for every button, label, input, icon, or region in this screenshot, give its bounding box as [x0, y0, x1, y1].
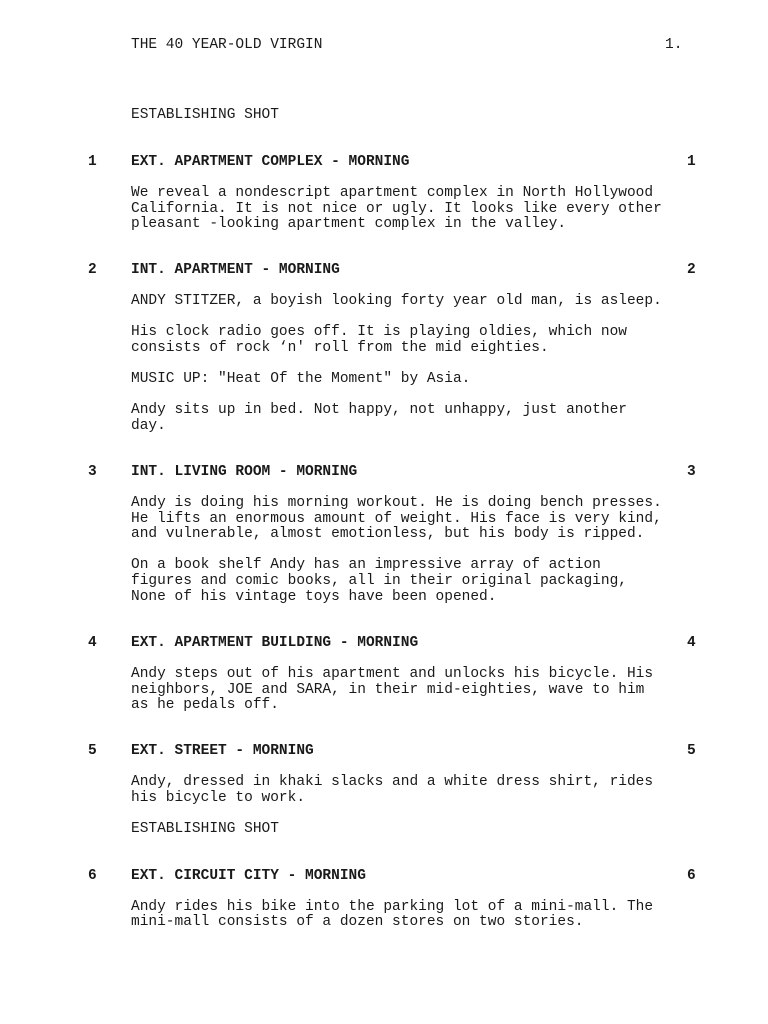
scene-heading: INT. APARTMENT - MORNING [131, 262, 340, 278]
scene-heading: INT. LIVING ROOM - MORNING [131, 464, 358, 480]
action-line: his bicycle to work. [131, 790, 306, 806]
action-line: Andy, dressed in khaki slacks and a white dress shirt, rides [131, 774, 654, 790]
script-title: THE 40 YEAR-OLD VIRGIN [131, 37, 323, 53]
scene-number-left: 1 [88, 154, 97, 170]
action-line: His clock radio goes off. It is playing oldies, which now [131, 324, 627, 340]
scene-number-left: 6 [88, 868, 97, 884]
action-line: On a book shelf Andy has an impressive array of action [131, 557, 601, 573]
action-line: day. [131, 418, 166, 434]
action-line: and vulnerable, almost emotionless, but his body is ripped. [131, 526, 645, 542]
transition-establishing-shot: ESTABLISHING SHOT [131, 821, 279, 837]
action-line: Andy is doing his morning workout. He is doing bench presses. [131, 495, 662, 511]
scene-number-right: 2 [687, 262, 696, 278]
action-line: mini-mall consists of a dozen stores on two stories. [131, 914, 584, 930]
scene-number-right: 6 [687, 868, 696, 884]
action-line: MUSIC UP: "Heat Of the Moment" by Asia. [131, 371, 471, 387]
action-line: pleasant -looking apartment complex in the valley. [131, 216, 567, 232]
action-line: neighbors, JOE and SARA, in their mid-eighties, wave to him [131, 682, 645, 698]
scene-number-right: 3 [687, 464, 696, 480]
scene-heading: EXT. STREET - MORNING [131, 743, 314, 759]
scene-number-left: 2 [88, 262, 97, 278]
scene-number-right: 5 [687, 743, 696, 759]
action-line: We reveal a nondescript apartment complex in North Hollywood [131, 185, 654, 201]
action-line: Andy rides his bike into the parking lot of a mini-mall. The [131, 899, 654, 915]
action-line: Andy steps out of his apartment and unlocks his bicycle. His [131, 666, 654, 682]
scene-heading: EXT. APARTMENT COMPLEX - MORNING [131, 154, 410, 170]
scene-number-left: 4 [88, 635, 97, 651]
action-line: ANDY STITZER, a boyish looking forty year old man, is asleep. [131, 293, 662, 309]
scene-number-right: 4 [687, 635, 696, 651]
action-line: figures and comic books, all in their original packaging, [131, 573, 627, 589]
action-line: He lifts an enormous amount of weight. His face is very kind, [131, 511, 662, 527]
page-number: 1. [665, 37, 683, 53]
scene-number-left: 3 [88, 464, 97, 480]
action-line: as he pedals off. [131, 697, 279, 713]
action-line: California. It is not nice or ugly. It looks like every other [131, 201, 662, 217]
action-line: consists of rock ‘n' roll from the mid eighties. [131, 340, 549, 356]
action-line: None of his vintage toys have been opened. [131, 589, 497, 605]
scene-heading: EXT. CIRCUIT CITY - MORNING [131, 868, 366, 884]
action-line: Andy sits up in bed. Not happy, not unhappy, just another [131, 402, 627, 418]
scene-heading: EXT. APARTMENT BUILDING - MORNING [131, 635, 419, 651]
transition-establishing-shot: ESTABLISHING SHOT [131, 107, 279, 123]
scene-number-right: 1 [687, 154, 696, 170]
scene-number-left: 5 [88, 743, 97, 759]
